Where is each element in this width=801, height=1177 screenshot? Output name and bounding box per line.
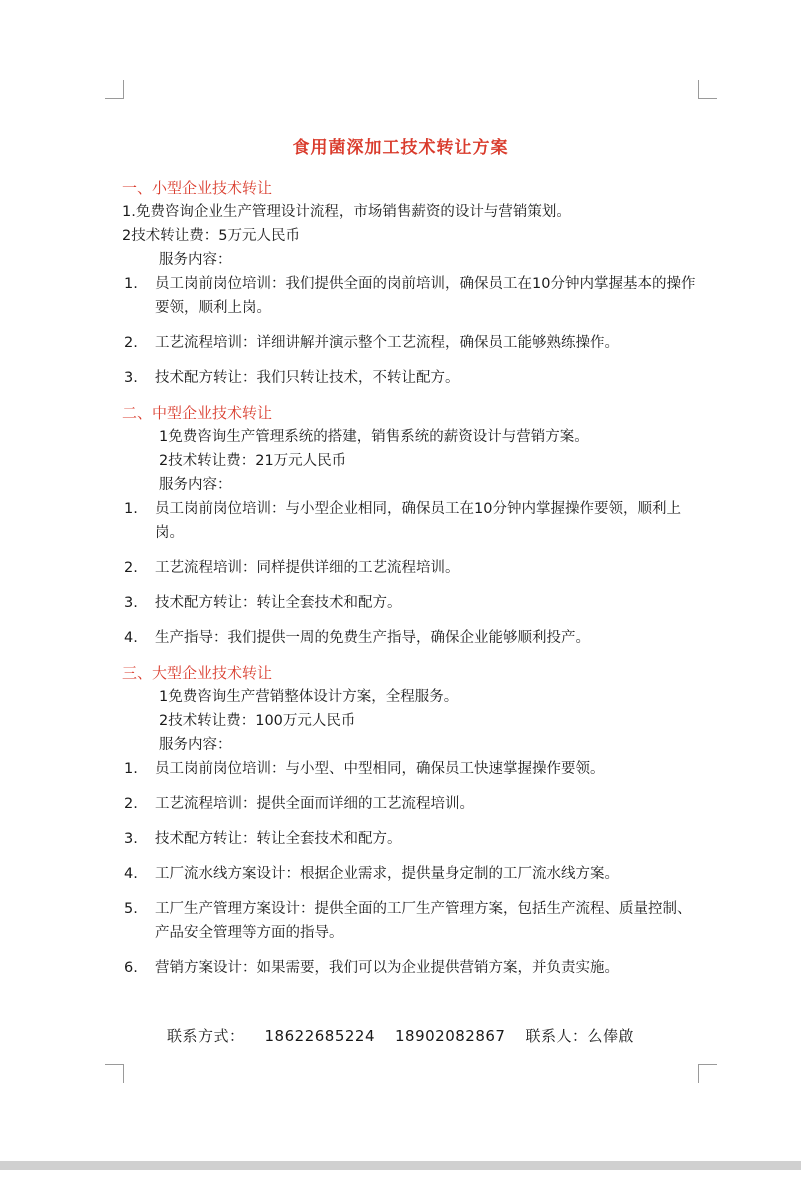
list-item	[122, 827, 702, 851]
item-number: 1.	[124, 501, 138, 517]
item-text: 员工岗前岗位培训：与小型企业相同，确保员工在10分钟内掌握操作要领，顺利上岗。	[155, 501, 681, 541]
item-text: 员工岗前岗位培训：我们提供全面的岗前培训，确保员工在10分钟内掌握基本的操作要领，顺利上岗。	[155, 276, 696, 316]
item-number: 1.	[124, 761, 138, 777]
item-number: 3.	[124, 370, 138, 386]
item-text: 技术配方转让：我们只转让技术，不转让配方。	[155, 370, 460, 386]
list-item	[122, 272, 702, 320]
item-text: 技术配方转让：转让全套技术和配方。	[155, 595, 402, 611]
item-number: 2.	[124, 796, 138, 812]
fee-line: 2技术转让费：100万元人民币	[159, 713, 356, 729]
list-item	[122, 626, 702, 650]
item-text: 营销方案设计：如果需要，我们可以为企业提供营销方案，并负责实施。	[155, 960, 619, 976]
item-number: 3.	[124, 595, 138, 611]
list-item	[122, 556, 702, 580]
page-corner-mark	[105, 80, 124, 99]
service-label: 服务内容：	[159, 737, 232, 753]
item-text: 工厂流水线方案设计：根据企业需求，提供量身定制的工厂流水线方案。	[155, 866, 619, 882]
contact-label: 联系方式：	[167, 1027, 245, 1045]
service-list	[122, 757, 702, 980]
service-list	[122, 272, 702, 390]
document-body	[122, 176, 702, 991]
section-heading: 一、小型企业技术转让	[122, 179, 273, 197]
consulting-line: 1免费咨询生产管理系统的搭建，销售系统的薪资设计与营销方案。	[159, 429, 589, 445]
list-item	[122, 897, 702, 945]
list-item	[122, 331, 702, 355]
section-small-enterprise	[122, 176, 702, 390]
page-corner-mark	[698, 1064, 717, 1083]
consulting-line: 1免费咨询生产营销整体设计方案，全程服务。	[159, 689, 459, 705]
service-label: 服务内容：	[159, 252, 232, 268]
contact-line	[0, 1025, 801, 1046]
service-label: 服务内容：	[159, 477, 232, 493]
list-item	[122, 792, 702, 816]
item-number: 4.	[124, 866, 138, 882]
item-text: 工艺流程培训：同样提供详细的工艺流程培训。	[155, 560, 460, 576]
page-corner-mark	[698, 80, 717, 99]
section-large-enterprise	[122, 661, 702, 980]
item-number: 2.	[124, 560, 138, 576]
fee-line: 2技术转让费：5万元人民币	[122, 228, 300, 244]
document-title: 食用菌深加工技术转让方案	[292, 138, 509, 158]
service-list	[122, 497, 702, 650]
item-number: 3.	[124, 831, 138, 847]
item-number: 4.	[124, 630, 138, 646]
item-text: 员工岗前岗位培训：与小型、中型相同，确保员工快速掌握操作要领。	[155, 761, 605, 777]
list-item	[122, 956, 702, 980]
bottom-scrollbar[interactable]	[0, 1161, 801, 1170]
list-item	[122, 366, 702, 390]
item-text: 技术配方转让：转让全套技术和配方。	[155, 831, 402, 847]
item-number: 6.	[124, 960, 138, 976]
section-heading: 二、中型企业技术转让	[122, 404, 273, 422]
contact-phone-1: 18622685224	[264, 1027, 375, 1045]
item-text: 工艺流程培训：详细讲解并演示整个工艺流程，确保员工能够熟练操作。	[155, 335, 619, 351]
list-item	[122, 862, 702, 886]
list-item	[122, 757, 702, 781]
item-number: 5.	[124, 901, 138, 917]
list-item	[122, 591, 702, 615]
item-number: 2.	[124, 335, 138, 351]
page-corner-mark	[105, 1064, 124, 1083]
section-medium-enterprise	[122, 401, 702, 650]
item-text: 工艺流程培训：提供全面而详细的工艺流程培训。	[155, 796, 474, 812]
contact-phone-2: 18902082867	[395, 1027, 506, 1045]
list-item	[122, 497, 702, 545]
contact-person: 联系人：么俸啟	[525, 1027, 634, 1045]
fee-line: 2技术转让费：21万元人民币	[159, 453, 347, 469]
section-heading: 三、大型企业技术转让	[122, 664, 273, 682]
item-text: 生产指导：我们提供一周的免费生产指导，确保企业能够顺利投产。	[155, 630, 590, 646]
item-text: 工厂生产管理方案设计：提供全面的工厂生产管理方案，包括生产流程、质量控制、产品安全管理等方面的指导。	[155, 901, 692, 941]
consulting-line: 1.免费咨询企业生产管理设计流程，市场销售薪资的设计与营销策划。	[122, 204, 571, 220]
item-number: 1.	[124, 276, 138, 292]
